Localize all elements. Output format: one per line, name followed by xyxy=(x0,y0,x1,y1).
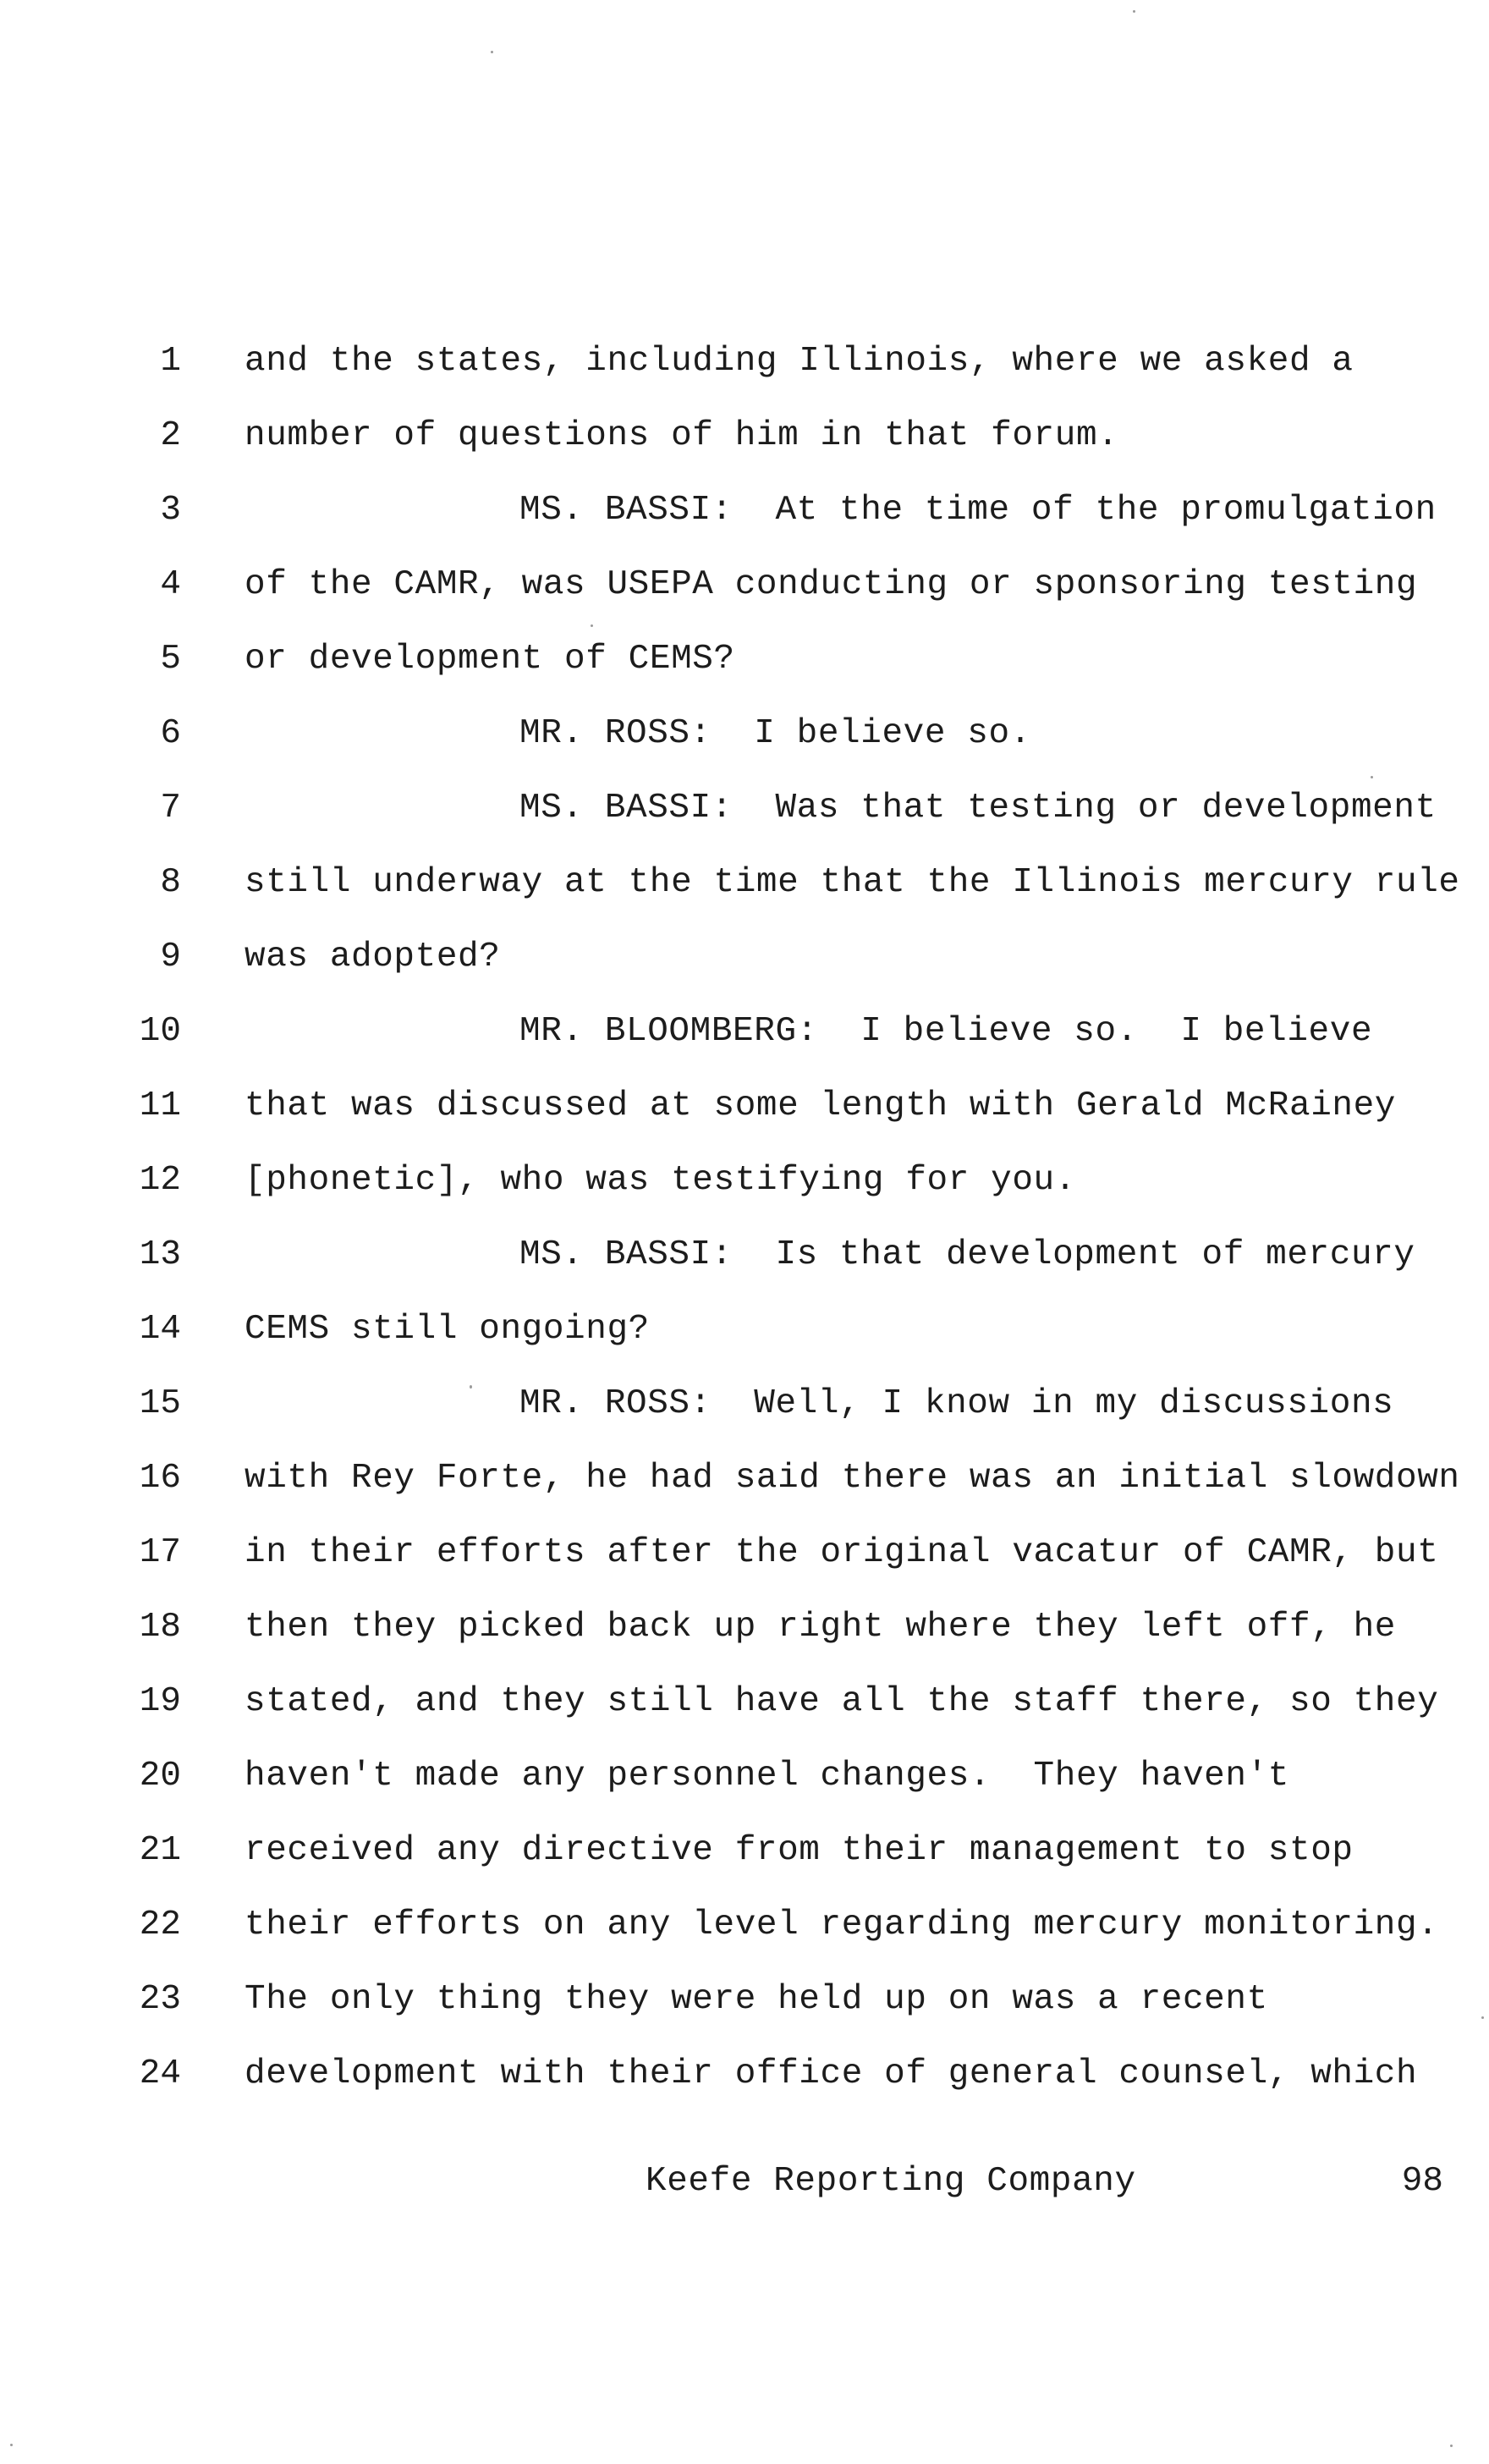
transcript-line xyxy=(0,714,1489,789)
transcript-line xyxy=(0,2054,1489,2129)
transcript-line xyxy=(0,1682,1489,1757)
line-text: MR. BLOOMBERG: I believe so. I believe xyxy=(519,1012,1373,1051)
reporting-company: Keefe Reporting Company xyxy=(646,2162,1136,2201)
transcript-line xyxy=(0,1384,1489,1459)
line-text: haven't made any personnel changes. They haven't xyxy=(245,1757,1289,1796)
transcript-line xyxy=(0,789,1489,863)
line-number: 24 xyxy=(139,2054,181,2093)
line-number: 15 xyxy=(139,1384,181,1423)
scan-speck xyxy=(491,51,493,53)
line-number: 4 xyxy=(160,565,181,604)
line-text: MS. BASSI: Was that testing or development xyxy=(519,789,1437,828)
transcript-line xyxy=(0,1533,1489,1608)
line-text: development with their office of general counsel, which xyxy=(245,2054,1418,2093)
line-text: MR. ROSS: Well, I know in my discussions xyxy=(519,1384,1394,1423)
line-text: stated, and they still have all the staff there, so they xyxy=(245,1682,1439,1721)
line-number: 18 xyxy=(139,1608,181,1647)
transcript-line xyxy=(0,491,1489,565)
line-number: 2 xyxy=(160,416,181,455)
transcript-line xyxy=(0,640,1489,714)
line-number: 16 xyxy=(139,1459,181,1498)
line-number: 19 xyxy=(139,1682,181,1721)
line-text: [phonetic], who was testifying for you. xyxy=(245,1161,1076,1200)
line-text: in their efforts after the original vacatur of CAMR, but xyxy=(245,1533,1439,1572)
line-text: still underway at the time that the Illinois mercury rule xyxy=(245,863,1460,902)
line-text: The only thing they were held up on was a recent xyxy=(245,1980,1268,2019)
line-number: 12 xyxy=(139,1161,181,1200)
line-text: MR. ROSS: I believe so. xyxy=(519,714,1031,753)
line-text: or development of CEMS? xyxy=(245,640,735,679)
line-number: 3 xyxy=(160,491,181,530)
transcript-line xyxy=(0,1310,1489,1384)
line-text: and the states, including Illinois, where we asked a xyxy=(245,342,1354,381)
transcript-line xyxy=(0,565,1489,640)
line-text: of the CAMR, was USEPA conducting or sponsoring testing xyxy=(245,565,1418,604)
transcript-line xyxy=(0,1459,1489,1533)
transcript-line xyxy=(0,1757,1489,1831)
transcript-line xyxy=(0,1608,1489,1682)
line-number: 23 xyxy=(139,1980,181,2019)
transcript-line xyxy=(0,1831,1489,1906)
line-number: 21 xyxy=(139,1831,181,1870)
scan-speck xyxy=(1450,2445,1453,2447)
line-text: their efforts on any level regarding mercury monitoring. xyxy=(245,1906,1439,1944)
line-number: 7 xyxy=(160,789,181,828)
line-number: 8 xyxy=(160,863,181,902)
line-number: 20 xyxy=(139,1757,181,1796)
line-number: 6 xyxy=(160,714,181,753)
transcript-line xyxy=(0,1012,1489,1086)
line-number: 11 xyxy=(139,1086,181,1125)
line-number: 5 xyxy=(160,640,181,679)
line-number: 10 xyxy=(139,1012,181,1051)
scan-speck xyxy=(10,2444,13,2446)
scan-speck xyxy=(1371,776,1373,778)
transcript-line xyxy=(0,1980,1489,2054)
transcript-line xyxy=(0,1161,1489,1235)
page-number: 98 xyxy=(1401,2162,1443,2201)
line-text: received any directive from their management to stop xyxy=(245,1831,1354,1870)
line-text: MS. BASSI: At the time of the promulgation xyxy=(519,491,1437,530)
line-number: 9 xyxy=(160,938,181,976)
line-number: 17 xyxy=(139,1533,181,1572)
transcript-line xyxy=(0,342,1489,416)
transcript-line xyxy=(0,863,1489,938)
scan-speck xyxy=(1133,10,1135,13)
transcript-line xyxy=(0,416,1489,491)
line-number: 1 xyxy=(160,342,181,381)
line-text: then they picked back up right where they left off, he xyxy=(245,1608,1397,1647)
transcript-line xyxy=(0,1235,1489,1310)
line-text: that was discussed at some length with Gerald McRainey xyxy=(245,1086,1397,1125)
line-number: 13 xyxy=(139,1235,181,1274)
transcript-line xyxy=(0,938,1489,1012)
scan-speck xyxy=(470,1385,472,1389)
line-text: MS. BASSI: Is that development of mercury xyxy=(519,1235,1415,1274)
line-text: CEMS still ongoing? xyxy=(245,1310,650,1349)
line-number: 14 xyxy=(139,1310,181,1349)
line-number: 22 xyxy=(139,1906,181,1944)
transcript-line xyxy=(0,1906,1489,1980)
line-text: with Rey Forte, he had said there was an initial slowdown xyxy=(245,1459,1460,1498)
transcript-line xyxy=(0,1086,1489,1161)
scan-speck xyxy=(1481,2016,1484,2019)
page-footer xyxy=(0,2162,1489,2213)
line-text: was adopted? xyxy=(245,938,501,976)
line-text: number of questions of him in that forum. xyxy=(245,416,1119,455)
scan-speck xyxy=(591,624,593,627)
